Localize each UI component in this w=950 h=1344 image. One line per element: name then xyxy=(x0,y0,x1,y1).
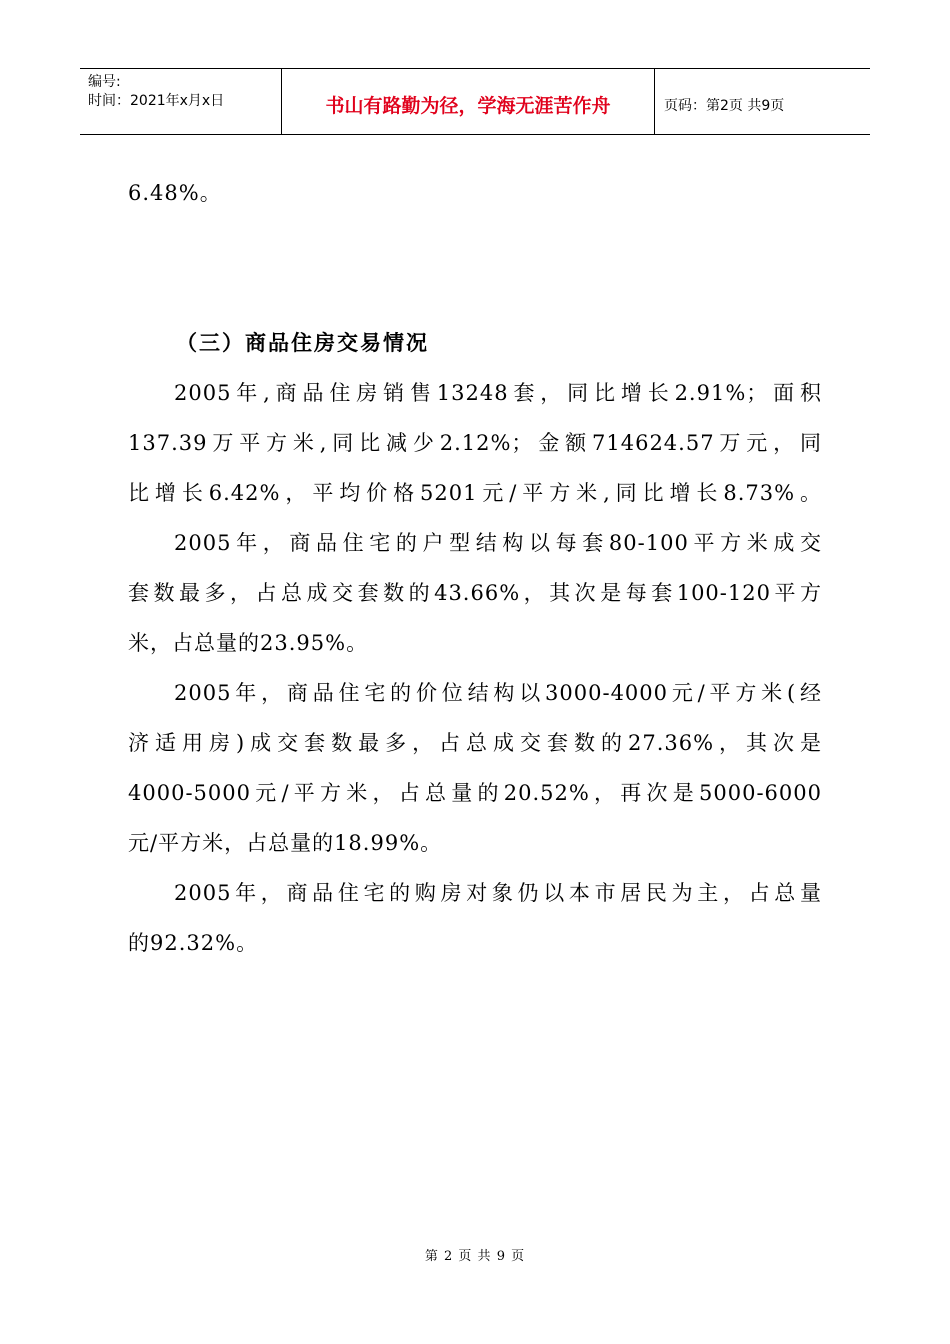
paragraph-line: 比增长6.42%，平均价格5201元/平方米,同比增长8.73%。 xyxy=(128,481,822,505)
paragraph-3 xyxy=(128,668,822,868)
paragraph-line: 2005年，商品住宅的价位结构以3000-4000元/平方米(经 xyxy=(174,681,822,705)
paragraph-line: 137.39万平方米,同比减少2.12%；金额714624.57万元，同 xyxy=(128,431,822,455)
page-label: 页码：第2页 共9页 xyxy=(664,97,785,114)
paragraph-line: 济适用房)成交套数最多，占总成交套数的27.36%，其次是 xyxy=(128,731,822,755)
paragraph-line: 米，占总量的23.95%。 xyxy=(128,631,369,655)
paragraph-line: 套数最多，占总成交套数的43.66%，其次是每套100-120平方 xyxy=(128,581,822,605)
header-table xyxy=(80,68,870,135)
paragraph-4 xyxy=(128,868,822,968)
paragraph-2 xyxy=(128,518,822,668)
section-title: （三）商品住房交易情况 xyxy=(176,331,429,355)
carryover-text xyxy=(128,168,822,218)
paragraph-line: 4000-5000元/平方米，占总量的20.52%，再次是5000-6000 xyxy=(128,781,822,805)
paragraph-line: 元/平方米，占总量的18.99%。 xyxy=(128,831,443,855)
time-label: 时间：2021年x月x日 xyxy=(88,93,225,109)
paragraph-line: 2005年，商品住宅的户型结构以每套80-100平方米成交 xyxy=(174,531,822,555)
carryover-line: 6.48%。 xyxy=(128,181,222,205)
paragraph-line: 2005年，商品住宅的购房对象仍以本市居民为主，占总量 xyxy=(174,881,822,905)
number-label: 编号: xyxy=(88,74,121,90)
header-meta xyxy=(80,69,281,134)
page-footer xyxy=(0,1245,950,1264)
paragraph-1 xyxy=(128,368,822,518)
header-motto xyxy=(281,69,655,134)
footer-page-number: 第 2 页 共 9 页 xyxy=(424,1249,526,1264)
paragraph-line: 的92.32%。 xyxy=(128,931,259,955)
paragraph-line: 2005年,商品住房销售13248套，同比增长2.91%；面积 xyxy=(174,381,822,405)
motto-text: 书山有路勤为径，学海无涯苦作舟 xyxy=(325,95,611,117)
header-page xyxy=(655,69,870,134)
